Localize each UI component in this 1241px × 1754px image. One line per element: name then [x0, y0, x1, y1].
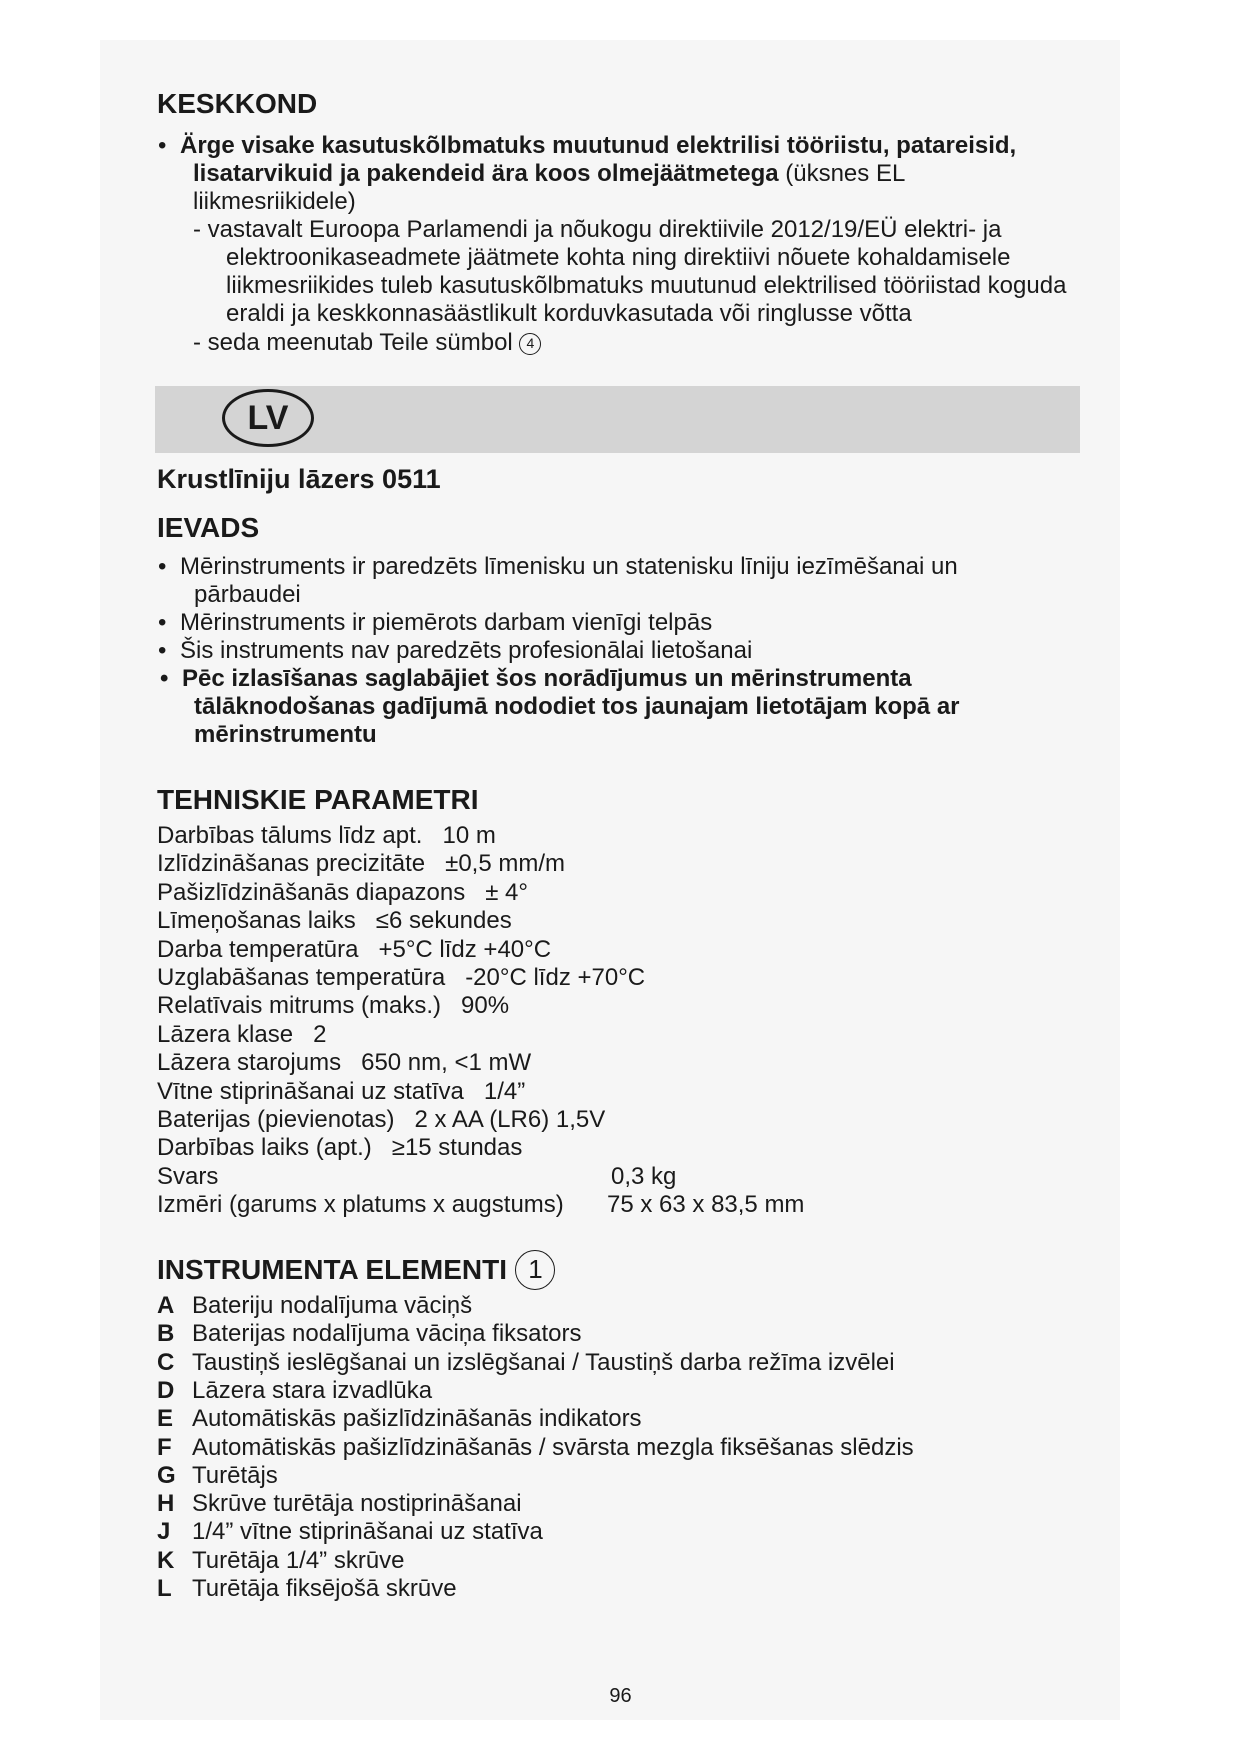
ievads-bullet-2-text: Mērinstruments ir piemērots darbam vienīgi telpās: [180, 609, 713, 636]
ievads-bold-line3: mērinstrumentu: [194, 721, 377, 748]
spec-value: 75 x 63 x 83,5 mm: [607, 1191, 805, 1219]
spec-row: Pašizlīdzināšanās diapazons ± 4°: [157, 878, 529, 906]
keskkond-dash1-line1: - vastavalt Euroopa Parlamendi ja nõukogu direktiivile 2012/19/EÜ elektri- ja: [193, 216, 1002, 243]
spec-row: Darba temperatūra +5°C līdz +40°C: [157, 935, 552, 963]
ievads-bullet-3-text: Šis instruments nav paredzēts profesionālai lietošanai: [180, 637, 753, 664]
keskkond-bullet-line3: liikmesriikidele): [193, 188, 356, 215]
page-number: 96: [609, 1685, 632, 1707]
ievads-bullet-3: • Šis instruments nav paredzēts profesionālai lietošanai: [158, 637, 753, 664]
spec-row: Lāzera klase 2: [157, 1020, 327, 1048]
keskkond-dash1-line2: elektroonikaseadmete jäätmete kohta ning direktiivi nõuete kohaldamisele: [226, 244, 1011, 271]
keskkond-bullet-tail: (üksnes EL: [778, 160, 906, 187]
spec-row: Lāzera starojums 650 nm, <1 mW: [157, 1049, 532, 1077]
ievads-bullet-1-line2: pārbaudei: [194, 581, 301, 608]
ievads-bullet-1-line1: Mērinstruments ir paredzēts līmenisku un statenisku līniju iezīmēšanai un: [180, 553, 958, 580]
ievads-heading: IEVADS: [157, 512, 260, 543]
spec-row: Darbības laiks (apt.) ≥15 stundas: [157, 1134, 523, 1162]
ievads-bold-line2: tālāknodošanas gadījumā nododiet tos jaunajam lietotājam kopā ar: [194, 693, 960, 720]
keskkond-dash1-line3: liikmesriikides tuleb kasutuskõlbmatuks muutunud elektrilised tööriistad koguda: [226, 272, 1067, 299]
keskkond-dash2: [193, 329, 541, 357]
language-badge: LV: [222, 389, 314, 447]
keskkond-bullet-line2: lisatarvikuid ja pakendeid ära koos olmejäätmetega: [193, 160, 779, 187]
parametri-heading: TEHNISKIE PARAMETRI: [157, 784, 479, 815]
keskkond-dash2-text: - seda meenutab Teile sümbol: [193, 329, 513, 356]
ievads-bullet-1: • Mērinstruments ir paredzēts līmenisku un statenisku līniju iezīmēšanai un: [158, 553, 958, 580]
parametri-table: [157, 822, 857, 1222]
spec-row: Uzglabāšanas temperatūra -20°C līdz +70°C: [157, 964, 646, 991]
keskkond-heading: KESKKOND: [157, 88, 318, 119]
language-band: [155, 386, 1080, 453]
spec-row: Relatīvais mitrums (maks.) 90%: [157, 992, 510, 1020]
elementi-heading: INSTRUMENTA ELEMENTI: [157, 1254, 507, 1285]
symbol-4-icon: 4: [519, 333, 541, 355]
spec-row: Baterijas (pievienotas) 2 x AA (LR6) 1,5V: [157, 1106, 606, 1133]
elementi-list: A Bateriju nodalījuma vāciņš B Baterijas nodalījuma vāciņa fiksators C Taustiņš ieslēgšanai un izslēgšanai / Taustiņš darba režīma izvēlei D Lāzera stara izvadlūka E Automātiskās pašizlīdzināšanās indikators F Automātiskās pašizlīdzināšanās / svārsta mezgla fiksēšanas slēdzis G Turētājs H Skrūve turētāja nostiprināšanai J 1/4” vītne stiprināšanai uz statīva K Turētāja 1/4” skrūve L Turētāja fiksējošā skrūve: [157, 1292, 914, 1602]
spec-row: Izmēri (garums x platums x augstums): [157, 1191, 564, 1219]
keskkond-bullet-line1: Ärge visake kasutuskõlbmatuks muutunud elektrilisi tööriistu, patareisid,: [180, 132, 1017, 159]
spec-row: Svars: [157, 1162, 219, 1190]
elementi-heading-row: [157, 1250, 555, 1290]
spec-row: Izlīdzināšanas precizitāte ±0,5 mm/m: [157, 850, 566, 878]
ievads-bold-line1: Pēc izlasīšanas saglabājiet šos norādījumus un mērinstrumenta: [182, 665, 912, 692]
product-title: Krustlīniju lāzers 0511: [157, 464, 441, 494]
keskkond-bullet: • Ärge visake kasutuskõlbmatuks muutunud elektrilisi tööriistu, patareisid,: [158, 132, 1017, 159]
spec-row: Darbības tālums līdz apt. 10 m: [157, 822, 496, 849]
spec-row: Līmeņošanas laiks ≤6 sekundes: [157, 907, 512, 935]
ievads-bold-bullet: • Pēc izlasīšanas saglabājiet šos norādījumus un mērinstrumenta: [160, 665, 912, 692]
figure-1-icon: 1: [515, 1250, 555, 1290]
keskkond-bullet-line2-row: [193, 160, 905, 188]
spec-value: 0,3 kg: [611, 1162, 677, 1190]
keskkond-dash1-line4: eraldi ja keskkonnasäästlikult korduvkasutada või ringlusse võtta: [226, 300, 912, 327]
ievads-bullet-2: • Mērinstruments ir piemērots darbam vienīgi telpās: [158, 609, 713, 636]
spec-row: Vītne stiprināšanai uz statīva 1/4”: [157, 1077, 526, 1105]
